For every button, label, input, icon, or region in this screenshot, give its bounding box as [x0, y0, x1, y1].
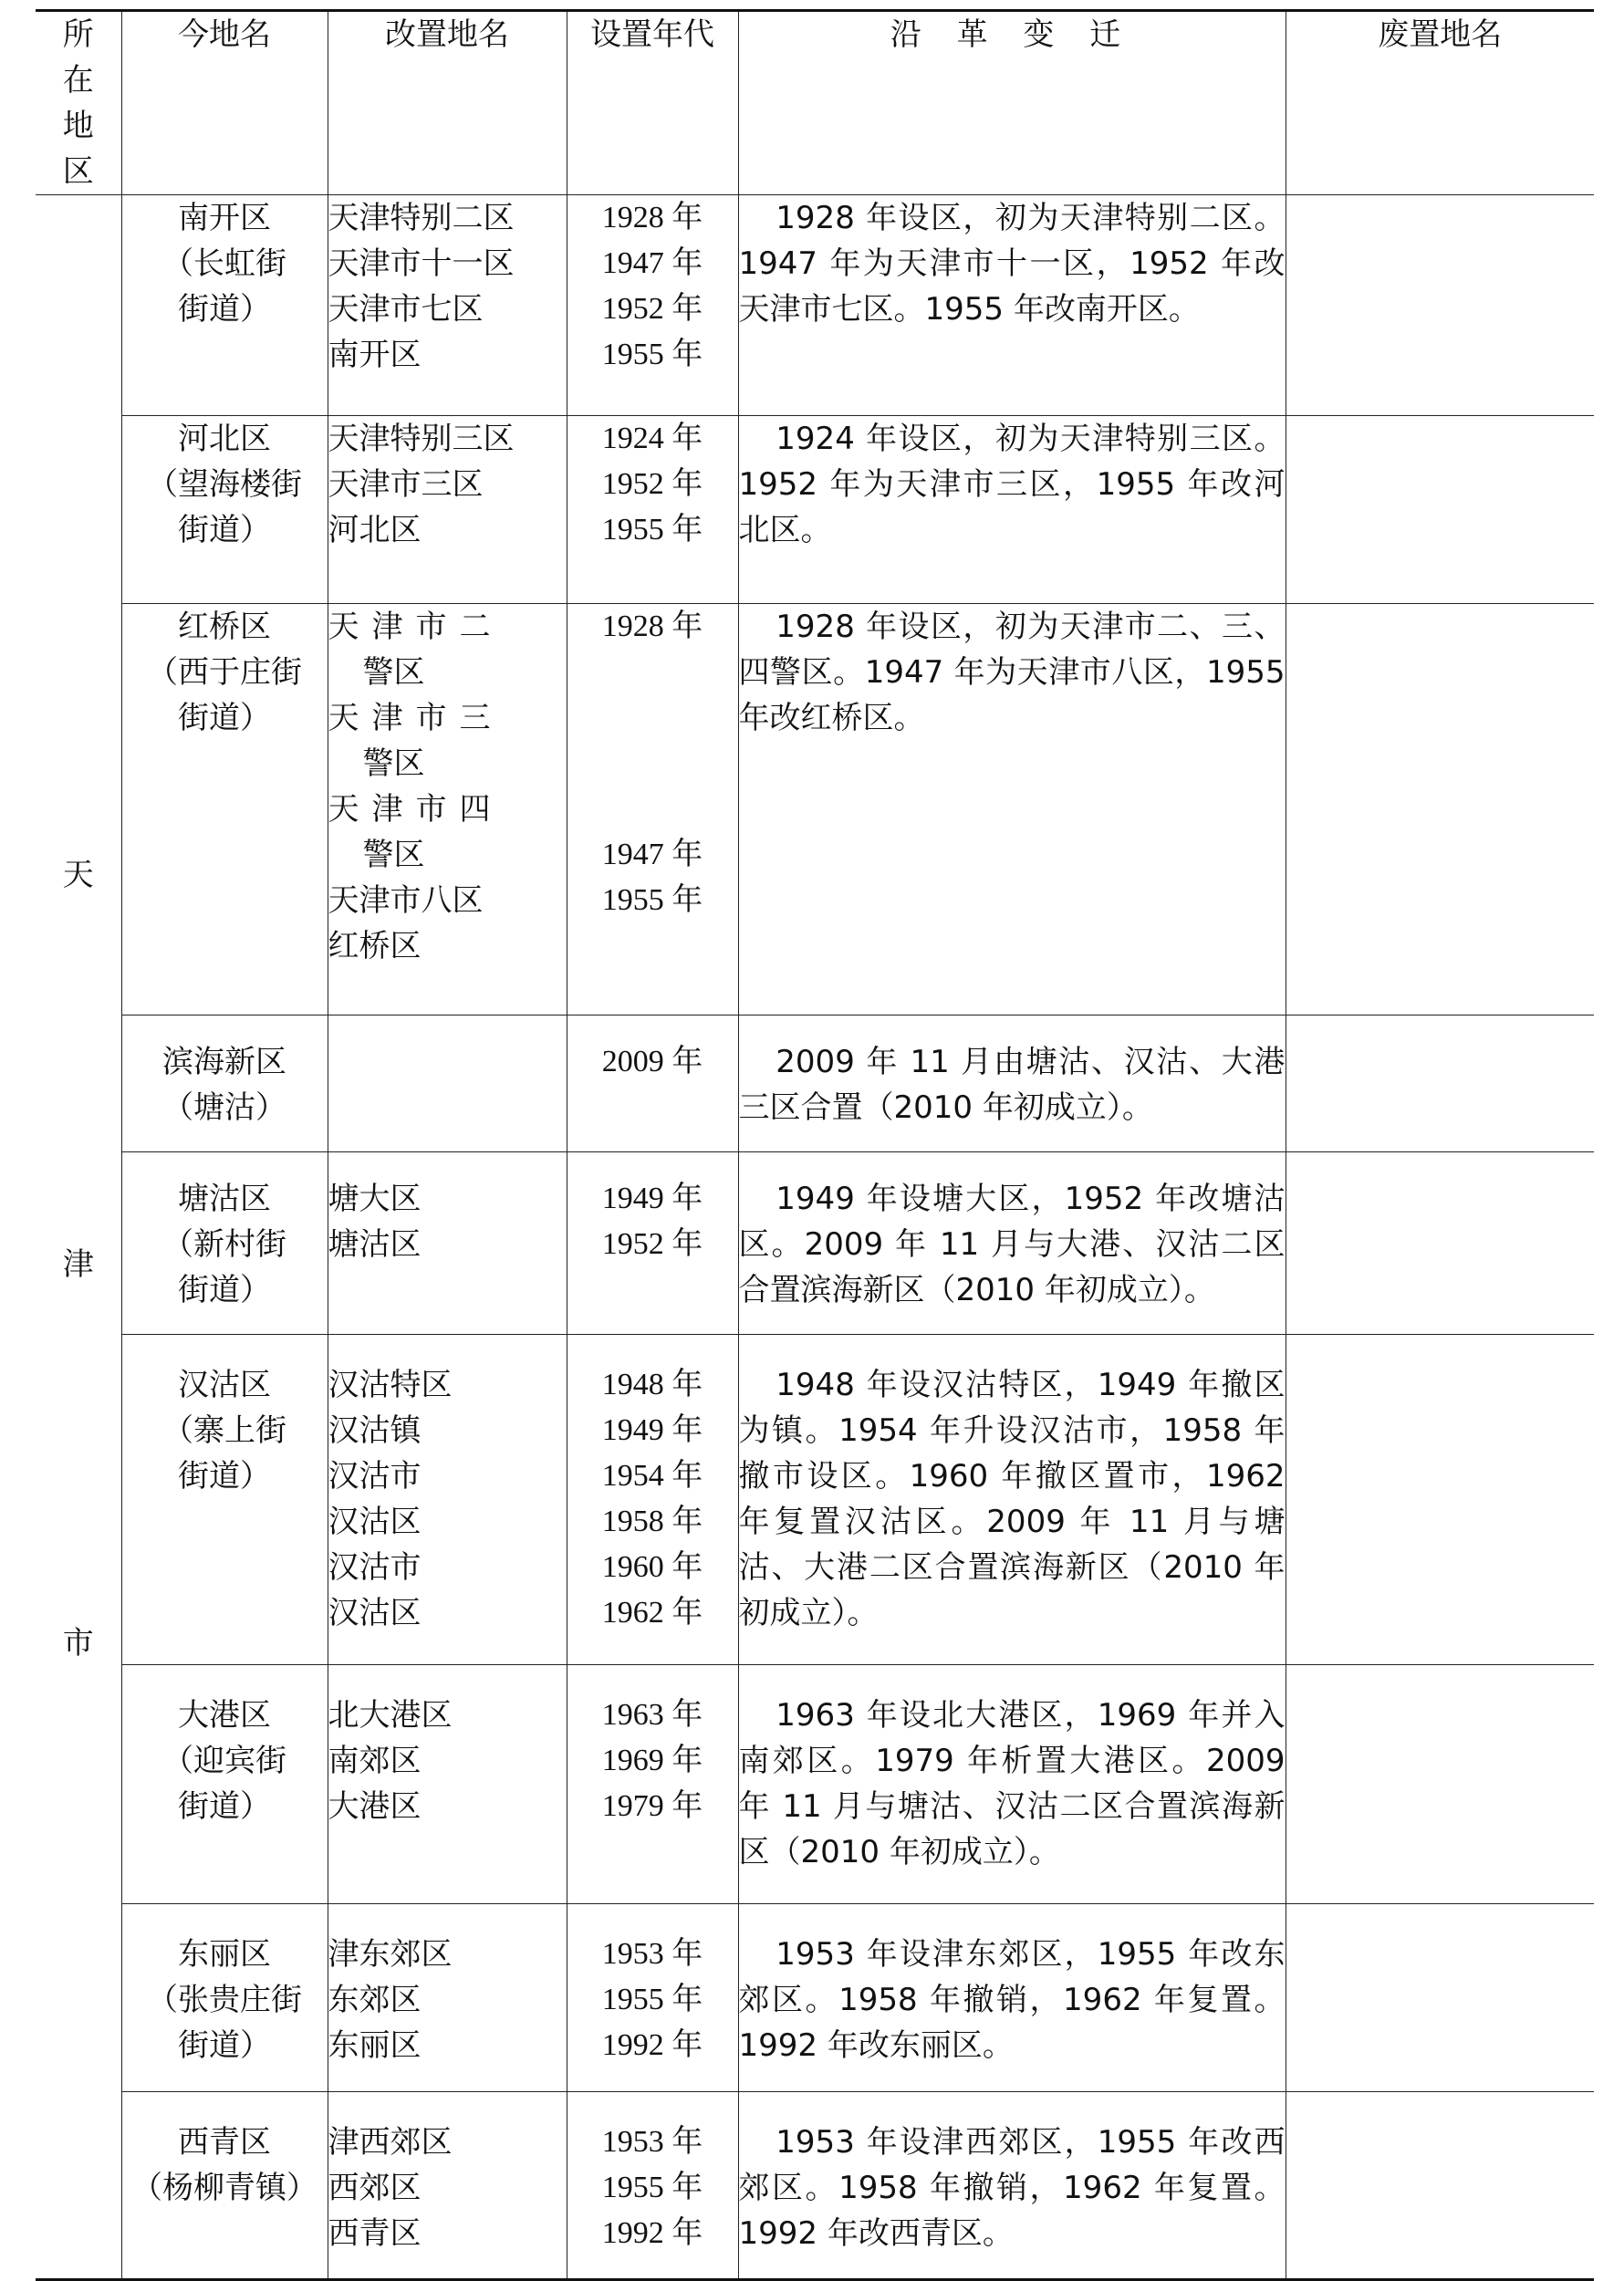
- year-item: 1955 年: [601, 513, 703, 547]
- header-region: [36, 11, 121, 195]
- history-cell: [738, 416, 1286, 604]
- history-cell: [738, 1335, 1286, 1665]
- history-cell: [738, 195, 1286, 416]
- current-name: 河北区: [178, 421, 271, 457]
- renamed-item: 天津市七区: [328, 291, 484, 328]
- year-cell: [567, 1665, 738, 1904]
- renamed-item: 北大港区: [328, 1697, 453, 1734]
- renamed-item: 西郊区: [328, 2170, 422, 2206]
- history-text: 1928 年设区，初为天津市二、三、四警区。1947 年为天津市八区，1955 年改红桥区。: [738, 609, 1286, 736]
- current-name: 滨海新区: [162, 1044, 286, 1080]
- table-row: [36, 2092, 1594, 2280]
- current-name-note: （迎宾街: [162, 1743, 286, 1779]
- renamed-item: 天津市三: [328, 700, 504, 736]
- year-item: 1954 年: [601, 1459, 703, 1493]
- renamed-item: 天津市四: [328, 791, 504, 828]
- renamed-item: 汉沽区: [328, 1595, 422, 1631]
- year-item: 1947 年: [601, 246, 703, 280]
- year-item: 1952 年: [601, 1227, 703, 1261]
- year-item: 1992 年: [601, 2216, 703, 2250]
- history-text: 1948 年设汉沽特区，1949 年撤区为镇。1954 年升设汉沽市，1958 年撤市设区。1960 年撤区置市，1962 年复置汉沽区。2009 年 11 月与塘沽、大港二区合置滨海新区（2010 年初成立）。: [738, 1367, 1286, 1631]
- history-cell: [738, 1152, 1286, 1335]
- current-name: 西青区: [178, 2124, 271, 2161]
- current-name-note: （长虹街: [162, 245, 286, 282]
- header-history-label: 沿 革 变 迁: [890, 16, 1134, 53]
- current-name-cell: [121, 1152, 328, 1335]
- table-row: [36, 1335, 1594, 1665]
- renamed-cell: [328, 416, 567, 604]
- renamed-item: 津西郊区: [328, 2124, 453, 2161]
- current-name-note: 街道）: [178, 512, 271, 548]
- abolished-cell: [1286, 2092, 1594, 2280]
- history-cell: [738, 1016, 1286, 1152]
- region-char-jin: 津: [62, 1246, 94, 1283]
- renamed-cell: [328, 2092, 567, 2280]
- header-current: 今地名: [121, 11, 328, 195]
- abolished-cell: [1286, 1904, 1594, 2092]
- current-name-note: （新村街: [162, 1226, 286, 1263]
- table-row: [36, 1016, 1594, 1152]
- abolished-cell: [1286, 1665, 1594, 1904]
- year-item: 1955 年: [601, 2171, 703, 2204]
- history-text: 1924 年设区，初为天津特别三区。1952 年为天津市三区，1955 年改河北区。: [738, 421, 1286, 548]
- year-item: 1953 年: [601, 1937, 703, 1971]
- year-item: 1953 年: [601, 2125, 703, 2159]
- abolished-cell: [1286, 1335, 1594, 1665]
- current-name-cell: [121, 416, 328, 604]
- year-cell: [567, 1152, 738, 1335]
- renamed-cell: [328, 604, 567, 1016]
- year-item: 1960 年: [601, 1550, 703, 1584]
- history-text: 2009 年 11 月由塘沽、汉沽、大港三区合置（2010 年初成立）。: [738, 1044, 1286, 1126]
- current-name-note: （望海楼街: [147, 466, 302, 503]
- history-text: 1953 年设津西郊区，1955 年改西郊区。1958 年撤销，1962 年复置。1992 年改西青区。: [738, 2124, 1286, 2252]
- renamed-item: 汉沽镇: [328, 1412, 422, 1449]
- table-row: [36, 1665, 1594, 1904]
- current-name-note: 街道）: [178, 291, 271, 328]
- abolished-cell: [1286, 195, 1594, 416]
- renamed-item: 东丽区: [328, 2027, 422, 2064]
- table-body: [36, 195, 1594, 2280]
- renamed-item: 警区: [362, 654, 425, 691]
- year-item: 1955 年: [601, 1983, 703, 2016]
- current-name-note: （张贵庄街: [147, 1982, 302, 2018]
- renamed-item: 汉沽市: [328, 1549, 422, 1586]
- year-item: 1947 年: [601, 838, 703, 871]
- current-name-note: 街道）: [178, 1458, 271, 1495]
- year-item: 1992 年: [601, 2028, 703, 2062]
- current-name-note: 街道）: [178, 1788, 271, 1825]
- current-name-cell: [121, 1665, 328, 1904]
- header-renamed: 改置地名: [328, 11, 567, 195]
- header-abolished: 废置地名: [1286, 11, 1594, 195]
- abolished-cell: [1286, 416, 1594, 604]
- current-name-cell: [121, 1904, 328, 2092]
- year-cell: [567, 195, 738, 416]
- year-spacer: [567, 650, 738, 832]
- renamed-item: 红桥区: [328, 928, 422, 964]
- renamed-item: 天津市二: [328, 609, 504, 645]
- renamed-item: 南开区: [328, 337, 422, 373]
- renamed-item: 天津市八区: [328, 882, 484, 919]
- renamed-item: 汉沽市: [328, 1458, 422, 1495]
- year-cell: [567, 416, 738, 604]
- renamed-cell: [328, 1665, 567, 1904]
- header-history: [738, 11, 1286, 195]
- history-cell: [738, 604, 1286, 1016]
- current-name: 汉沽区: [178, 1367, 271, 1403]
- table-row: [36, 1152, 1594, 1335]
- renamed-item: 东郊区: [328, 1982, 422, 2018]
- year-item: 1958 年: [601, 1505, 703, 1538]
- renamed-item: 天津特别二区: [328, 200, 515, 236]
- renamed-item: 天津市三区: [328, 466, 484, 503]
- abolished-cell: [1286, 1152, 1594, 1335]
- renamed-cell: [328, 1904, 567, 2092]
- year-item: 1948 年: [601, 1368, 703, 1401]
- current-name: 东丽区: [178, 1936, 271, 1973]
- renamed-item: 大港区: [328, 1788, 422, 1825]
- renamed-item: 汉沽特区: [328, 1367, 453, 1403]
- year-item: 1928 年: [601, 201, 703, 234]
- renamed-item: 河北区: [328, 512, 422, 548]
- current-name-cell: [121, 604, 328, 1016]
- year-item: 1969 年: [601, 1744, 703, 1777]
- current-name-note: （西于庄街: [147, 654, 302, 691]
- year-item: 1955 年: [601, 883, 703, 917]
- current-name: 南开区: [178, 200, 271, 236]
- current-name-note: （杨柳青镇）: [131, 2170, 318, 2206]
- current-name-note: 街道）: [178, 2027, 271, 2064]
- year-cell: [567, 1016, 738, 1152]
- year-item: 1952 年: [601, 292, 703, 326]
- year-item: 1949 年: [601, 1413, 703, 1447]
- year-item: 1962 年: [601, 1596, 703, 1630]
- renamed-item: 南郊区: [328, 1743, 422, 1779]
- renamed-item: 天津特别三区: [328, 421, 515, 457]
- renamed-item: 津东郊区: [328, 1936, 453, 1973]
- year-item: 1928 年: [601, 609, 703, 643]
- renamed-cell: [328, 1335, 567, 1665]
- current-name-cell: [121, 1016, 328, 1152]
- renamed-item: 警区: [362, 745, 425, 782]
- year-item: 2009 年: [601, 1045, 703, 1078]
- history-text: 1963 年设北大港区，1969 年并入南郊区。1979 年析置大港区。2009 年 11 月与塘沽、汉沽二区合置滨海新区（2010 年初成立）。: [738, 1697, 1286, 1870]
- region-char-tian: 天: [62, 857, 94, 893]
- current-name-cell: [121, 195, 328, 416]
- year-item: 1949 年: [601, 1182, 703, 1215]
- current-name: 红桥区: [178, 609, 271, 645]
- history-text: 1928 年设区，初为天津特别二区。1947 年为天津市十一区，1952 年改天津市七区。1955 年改南开区。: [738, 200, 1286, 328]
- year-cell: [567, 1335, 738, 1665]
- current-name-note: （寨上街: [162, 1412, 286, 1449]
- region-char-shi: 市: [62, 1625, 94, 1661]
- current-name-note: 街道）: [178, 700, 271, 736]
- header-region-label: 所在地区: [62, 16, 94, 190]
- current-name-note: （塘沽）: [162, 1089, 286, 1126]
- table-row: [36, 416, 1594, 604]
- year-cell: [567, 2092, 738, 2280]
- current-name: 大港区: [178, 1697, 271, 1734]
- current-name-note: 街道）: [178, 1272, 271, 1308]
- year-cell: [567, 604, 738, 1016]
- renamed-cell: [328, 1152, 567, 1335]
- renamed-cell: [328, 1016, 567, 1152]
- year-item: 1979 年: [601, 1789, 703, 1823]
- current-name-cell: [121, 1335, 328, 1665]
- renamed-item: 塘沽区: [328, 1226, 422, 1263]
- renamed-item: 塘大区: [328, 1181, 422, 1217]
- table-row: [36, 195, 1594, 416]
- admin-history-table: [36, 9, 1594, 2281]
- year-item: 1952 年: [601, 467, 703, 501]
- table-header-row: [36, 11, 1594, 195]
- history-cell: [738, 1904, 1286, 2092]
- history-cell: [738, 2092, 1286, 2280]
- history-text: 1949 年设塘大区，1952 年改塘沽区。2009 年 11 月与大港、汉沽二区合置滨海新区（2010 年初成立）。: [738, 1181, 1286, 1308]
- abolished-cell: [1286, 1016, 1594, 1152]
- history-cell: [738, 1665, 1286, 1904]
- current-name-cell: [121, 2092, 328, 2280]
- abolished-cell: [1286, 604, 1594, 1016]
- renamed-cell: [328, 195, 567, 416]
- renamed-item: 汉沽区: [328, 1504, 422, 1540]
- year-item: 1963 年: [601, 1698, 703, 1732]
- table-row: [36, 1904, 1594, 2092]
- year-item: 1924 年: [601, 422, 703, 455]
- year-item: 1955 年: [601, 338, 703, 371]
- renamed-item: 天津市十一区: [328, 245, 515, 282]
- region-cell: [36, 195, 121, 2280]
- header-year: 设置年代: [567, 11, 738, 195]
- table-row: [36, 604, 1594, 1016]
- year-cell: [567, 1904, 738, 2092]
- renamed-item: 西青区: [328, 2215, 422, 2252]
- history-text: 1953 年设津东郊区，1955 年改东郊区。1958 年撤销，1962 年复置。1992 年改东丽区。: [738, 1936, 1286, 2064]
- current-name: 塘沽区: [178, 1181, 271, 1217]
- renamed-item: 警区: [362, 837, 425, 873]
